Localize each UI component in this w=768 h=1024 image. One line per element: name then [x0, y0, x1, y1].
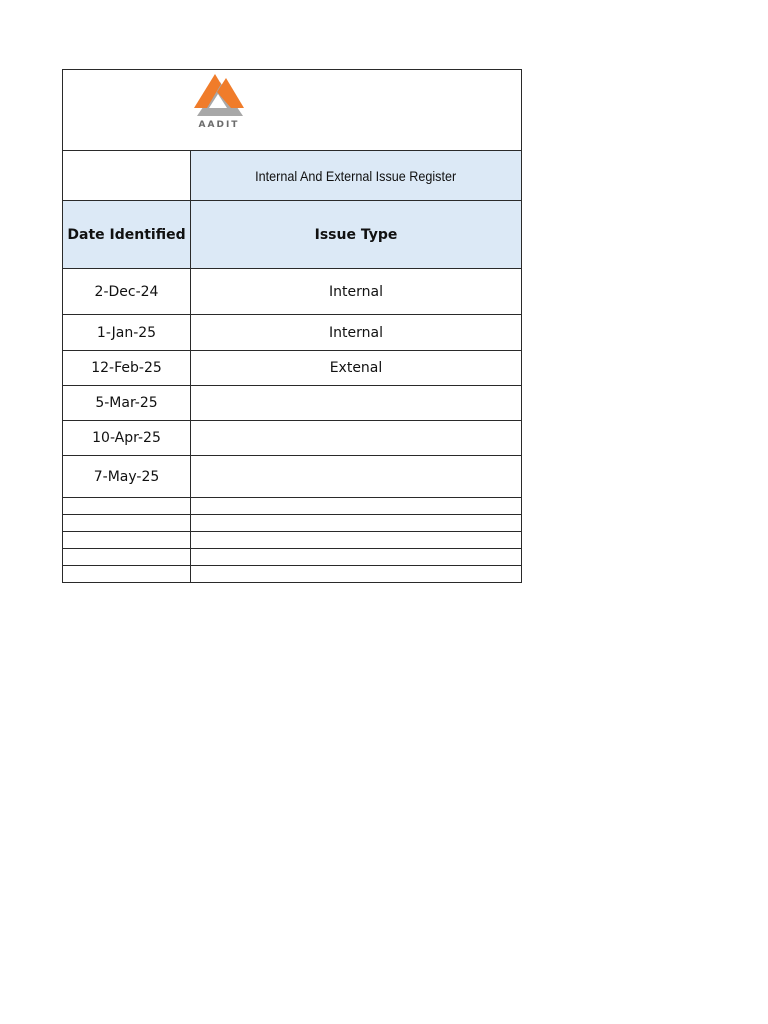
register-title: Internal And External Issue Register	[255, 167, 457, 184]
logo-cell	[63, 70, 522, 151]
table-row	[63, 386, 522, 421]
empty-row	[63, 566, 522, 583]
logo-row	[63, 70, 522, 151]
empty-row	[63, 515, 522, 532]
date-cell: 10-Apr-25	[63, 421, 191, 456]
issue-type-cell	[191, 456, 522, 498]
issue-type-cell: Internal	[191, 269, 522, 315]
empty-cell	[63, 566, 191, 583]
column-header-issue-type: Issue Type	[191, 201, 522, 269]
issue-type-cell	[191, 421, 522, 456]
empty-cell	[63, 515, 191, 532]
table-row	[63, 269, 522, 315]
empty-row	[63, 532, 522, 549]
issue-type-cell	[191, 386, 522, 421]
header-row	[63, 201, 522, 269]
empty-cell	[63, 498, 191, 515]
register-title-cell	[191, 151, 522, 201]
empty-cell	[191, 498, 522, 515]
logo-triangle-icon	[191, 70, 249, 121]
empty-cell	[63, 549, 191, 566]
title-row	[63, 151, 522, 201]
empty-cell	[191, 532, 522, 549]
empty-cell	[191, 549, 522, 566]
date-cell: 1-Jan-25	[63, 315, 191, 351]
table-row	[63, 421, 522, 456]
logo-wordmark: AADIT	[198, 120, 240, 130]
empty-cell	[191, 566, 522, 583]
empty-row	[63, 549, 522, 566]
column-header-date: Date Identified	[63, 201, 191, 269]
issue-register-sheet	[62, 69, 521, 583]
date-cell: 7-May-25	[63, 456, 191, 498]
table-row	[63, 315, 522, 351]
date-cell: 5-Mar-25	[63, 386, 191, 421]
empty-cell	[63, 532, 191, 549]
empty-row	[63, 498, 522, 515]
date-cell: 2-Dec-24	[63, 269, 191, 315]
table-row	[63, 456, 522, 498]
title-blank-cell	[63, 151, 191, 201]
table-row	[63, 351, 522, 386]
issue-register-table	[62, 69, 522, 583]
empty-cell	[191, 515, 522, 532]
company-logo	[191, 70, 249, 139]
issue-type-cell: Extenal	[191, 351, 522, 386]
date-cell: 12-Feb-25	[63, 351, 191, 386]
issue-type-cell: Internal	[191, 315, 522, 351]
